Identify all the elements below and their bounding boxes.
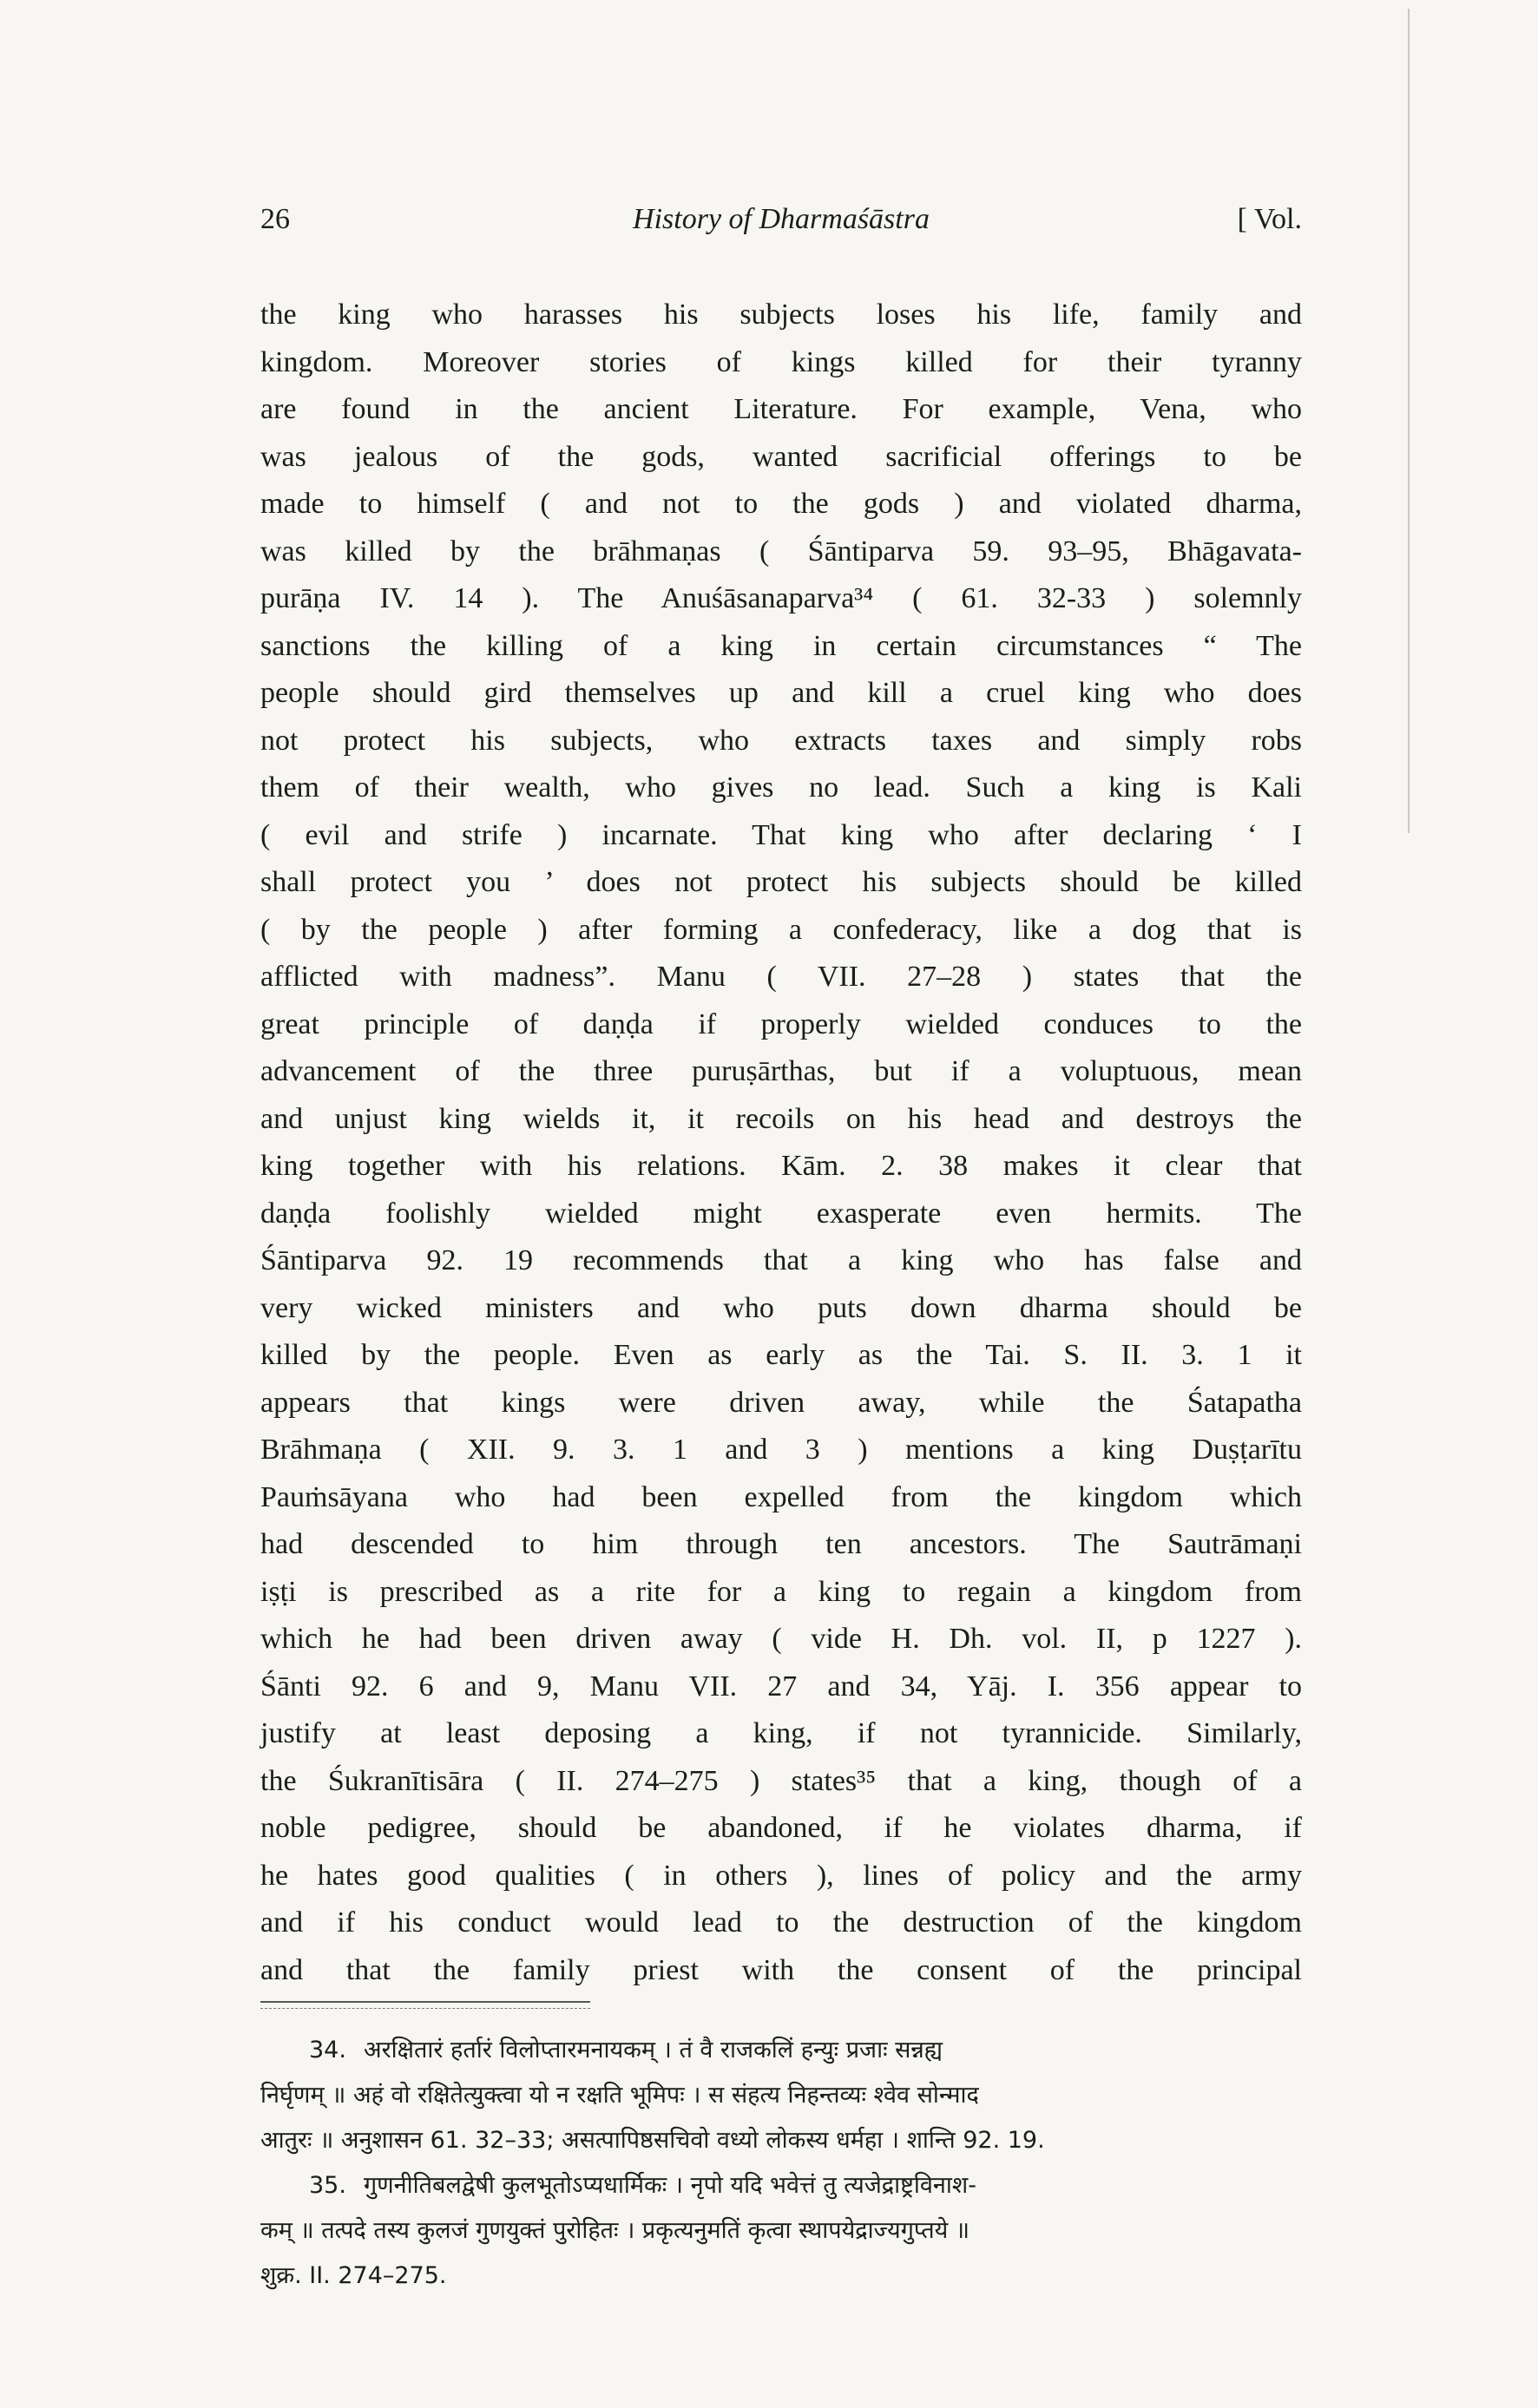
footnote-text: कम् ॥ तत्पदे तस्य कुलजं गुणयुक्तं पुरोहितः । प्रकृत्यनुमतिं कृत्वा स्थापयेद्राज्यगुप्तये ॥ — [260, 2217, 970, 2244]
footnote-separator — [260, 2001, 590, 2009]
text-line: not protect his subjects, who extracts taxes and simply robs — [260, 724, 1302, 757]
footnote-text: आतुरः ॥ अनुशासन 61. 32–33; असत्पापिष्ठसचिवो वध्यो लोकस्य धर्महा । शान्ति 92. 19. — [260, 2127, 1045, 2154]
text-line: very wicked ministers and who puts down dharma should be — [260, 1291, 1302, 1324]
footnote-line — [260, 2073, 1302, 2118]
text-line: king together with his relations. Kām. 2. 38 makes it clear that — [260, 1150, 1302, 1182]
text-line: he hates good qualities ( in others ), lines of policy and the army — [260, 1859, 1302, 1892]
text-line: and unjust king wields it, it recoils on his head and destroys the — [260, 1102, 1302, 1135]
text-line: shall protect you ’ does not protect his subjects should be killed — [260, 866, 1302, 898]
text-line: them of their wealth, who gives no lead. Such a king is Kali — [260, 771, 1302, 804]
footnote-line — [260, 2163, 1302, 2208]
footnote-line — [260, 2208, 1302, 2254]
text-line: kingdom. Moreover stories of kings killed for their tyranny — [260, 345, 1302, 378]
footnotes — [260, 2028, 1302, 2299]
text-line: ( by the people ) after forming a confederacy, like a dog that is — [260, 913, 1302, 946]
text-line: Pauṁsāyana who had been expelled from the kingdom which — [260, 1480, 1302, 1513]
footnote-text: गुणनीतिबलद्वेषी कुलभूतोऽप्यधार्मिकः । नृपो यदि भवेत्तं तु त्यजेद्राष्ट्रविनाश- — [363, 2172, 976, 2199]
text-line: the Śukranītisāra ( II. 274–275 ) states³⁵ that a king, though of a — [260, 1764, 1302, 1797]
text-line: the king who harasses his subjects loses his life, family and — [260, 299, 1302, 331]
text-line: and if his conduct would lead to the destruction of the kingdom — [260, 1906, 1302, 1939]
text-line: Śānti 92. 6 and 9, Manu VII. 27 and 34, Yāj. I. 356 appear to — [260, 1670, 1302, 1703]
page-number: 26 — [260, 203, 290, 235]
footnote-line — [260, 2254, 1302, 2299]
text-line: people should gird themselves up and kill a cruel king who does — [260, 677, 1302, 709]
footnote-line — [260, 2118, 1302, 2163]
text-line: was jealous of the gods, wanted sacrificial offerings to be — [260, 440, 1302, 473]
text-line: great principle of daṇḍa if properly wielded conduces to the — [260, 1007, 1302, 1040]
text-line: killed by the people. Even as early as the Tai. S. II. 3. 1 it — [260, 1339, 1302, 1371]
book-page — [260, 198, 1302, 2299]
text-line: purāṇa IV. 14 ). The Anuśāsanaparva³⁴ ( 61. 32-33 ) solemnly — [260, 582, 1302, 614]
footnote-text: शुक्र. II. 274–275. — [260, 2262, 447, 2289]
text-line: daṇḍa foolishly wielded might exasperate even hermits. The — [260, 1197, 1302, 1230]
text-line: afflicted with madness”. Manu ( VII. 27–28 ) states that the — [260, 961, 1302, 993]
running-header — [260, 198, 1302, 250]
footnote-number: 35. — [309, 2172, 346, 2199]
text-line: justify at least deposing a king, if not tyrannicide. Similarly, — [260, 1717, 1302, 1749]
text-line: advancement of the three puruṣārthas, but if a voluptuous, mean — [260, 1055, 1302, 1087]
footnote-number: 34. — [309, 2037, 346, 2064]
text-line: and that the family priest with the consent of the principal — [260, 1953, 1302, 1986]
footnote-line — [260, 2028, 1302, 2073]
text-line: Brāhmaṇa ( XII. 9. 3. 1 and 3 ) mentions a king Duṣṭarītu — [260, 1434, 1302, 1466]
text-line: are found in the ancient Literature. For example, Vena, who — [260, 393, 1302, 425]
footnote-text: अरक्षितारं हर्तारं विलोप्तारमनायकम् । तं वै राजकलिं हन्युः प्रजाः सन्नह्य — [363, 2037, 943, 2064]
volume-label: [ Vol. — [1237, 203, 1302, 235]
running-title: History of Dharmaśāstra — [633, 203, 930, 235]
text-line: ( evil and strife ) incarnate. That king who after declaring ‘ I — [260, 818, 1302, 851]
text-line: sanctions the killing of a king in certain circumstances “ The — [260, 629, 1302, 662]
text-line: had descended to him through ten ancestors. The Sautrāmaṇi — [260, 1528, 1302, 1560]
footnote-text: निर्घृणम् ॥ अहं वो रक्षितेत्युक्त्वा यो न रक्षति भूमिपः । स संहत्य निहन्तव्यः श्वेव सोन्माद — [260, 2082, 979, 2109]
text-line: appears that kings were driven away, while the Śatapatha — [260, 1386, 1302, 1419]
scan-edge-line — [1408, 9, 1410, 833]
text-line: was killed by the brāhmaṇas ( Śāntiparva 59. 93–95, Bhāgavata- — [260, 535, 1302, 568]
text-line: which he had been driven away ( vide H. Dh. vol. II, p 1227 ). — [260, 1623, 1302, 1655]
text-line: made to himself ( and not to the gods ) and violated dharma, — [260, 488, 1302, 520]
text-line: iṣṭi is prescribed as a rite for a king to regain a kingdom from — [260, 1575, 1302, 1608]
text-line: noble pedigree, should be abandoned, if he violates dharma, if — [260, 1812, 1302, 1844]
main-text — [260, 292, 1302, 1994]
text-line: Śāntiparva 92. 19 recommends that a king who has false and — [260, 1244, 1302, 1276]
